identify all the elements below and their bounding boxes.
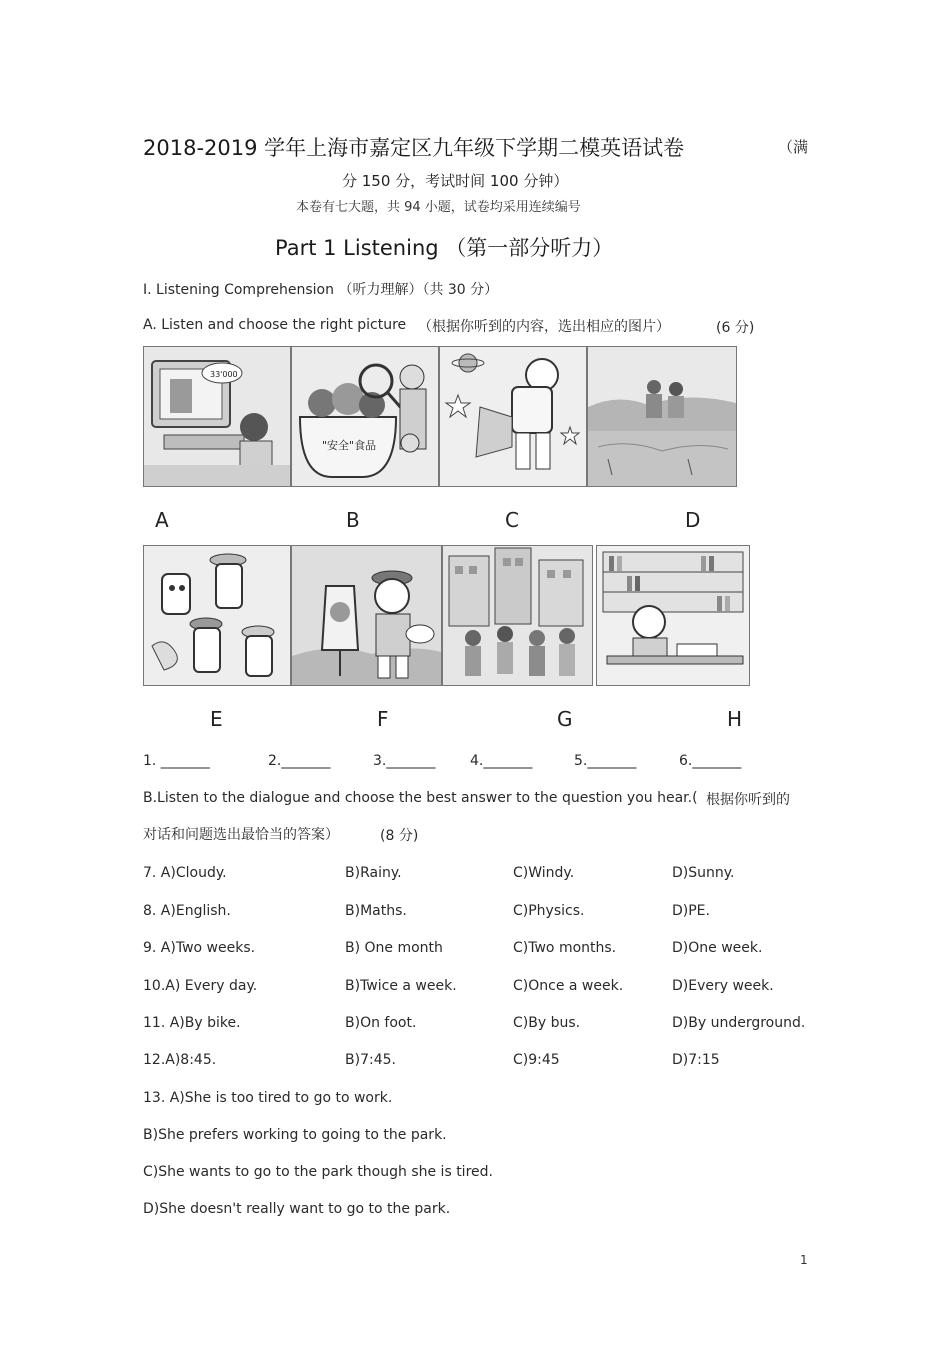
answer-blank-1[interactable]: 1. _______ (143, 753, 210, 769)
section-b-points: (8 分) (380, 828, 419, 844)
option-c[interactable]: C)Physics. (513, 903, 585, 919)
option-a[interactable]: 11. A)By bike. (143, 1015, 241, 1031)
astronaut-scene-icon (440, 347, 586, 486)
section-a-heading: A. Listen and choose the right picture (143, 317, 407, 333)
option-b[interactable]: B)Maths. (345, 903, 407, 919)
library-reading-scene-icon (597, 546, 749, 685)
answer-blank-6[interactable]: 6._______ (679, 753, 742, 769)
section-b-heading-cn-tail: 根据你听到的 (706, 792, 790, 808)
picture-label-b: B (346, 508, 360, 532)
park-lake-scene-icon (588, 347, 736, 486)
option-d[interactable]: D)Sunny. (672, 865, 735, 881)
part-title: Part 1 Listening （第一部分听力） (275, 236, 614, 260)
section-a-points: (6 分) (716, 320, 755, 336)
option-a[interactable]: 9. A)Two weeks. (143, 940, 256, 956)
option-d[interactable]: D)One week. (672, 940, 763, 956)
exam-title-tail: （满 (778, 138, 809, 156)
section-a-heading-cn: （根据你听到的内容，选出相应的图片） (418, 319, 670, 335)
answer-blank-2[interactable]: 2._______ (268, 753, 331, 769)
picture-f (291, 545, 442, 686)
option-c[interactable]: C)By bus. (513, 1015, 581, 1031)
picture-label-a: A (155, 508, 169, 532)
option-a[interactable]: 12.A)8:45. (143, 1052, 217, 1068)
option-b[interactable]: B) One month (345, 940, 443, 956)
option-b[interactable]: B)7:45. (345, 1052, 396, 1068)
option-a[interactable]: 13. A)She is too tired to go to work. (143, 1090, 393, 1106)
picture-label-f: F (377, 707, 389, 731)
svg-text:33'000: 33'000 (210, 370, 238, 379)
picture-e (143, 545, 291, 686)
option-c[interactable]: C)She wants to go to the park though she is tired. (143, 1164, 493, 1180)
option-b[interactable]: B)Twice a week. (345, 978, 457, 994)
answer-blank-3[interactable]: 3._______ (373, 753, 436, 769)
option-d[interactable]: D)Every week. (672, 978, 774, 994)
exam-note: 本卷有七大题，共 94 小题，试卷均采用连续编号 (296, 200, 581, 215)
option-b[interactable]: B)On foot. (345, 1015, 417, 1031)
picture-label-c: C (505, 508, 519, 532)
option-d[interactable]: D)By underground. (672, 1015, 806, 1031)
option-c[interactable]: C)9:45 (513, 1052, 560, 1068)
option-a[interactable]: 7. A)Cloudy. (143, 865, 227, 881)
svg-text:"安全"食品: "安全"食品 (322, 439, 377, 452)
option-c[interactable]: C)Windy. (513, 865, 575, 881)
picture-label-h: H (727, 707, 743, 731)
option-b[interactable]: B)She prefers working to going to the park. (143, 1127, 447, 1143)
picture-label-d: D (685, 508, 701, 532)
computer-scene-icon (144, 347, 290, 486)
picture-label-g: G (557, 707, 573, 731)
section-b-heading-line2: 对话和问题选出最恰当的答案） (143, 827, 339, 843)
picture-b (291, 346, 439, 487)
picture-d (587, 346, 737, 487)
picture-label-e: E (210, 707, 223, 731)
picture-h (596, 545, 750, 686)
option-d[interactable]: D)PE. (672, 903, 710, 919)
exam-title: 2018-2019 学年上海市嘉定区九年级下学期二模英语试卷 (143, 136, 685, 160)
answer-blank-4[interactable]: 4._______ (470, 753, 533, 769)
section-i-heading: I. Listening Comprehension （听力理解）（共 30 分） (143, 282, 499, 298)
page-number: 1 (800, 1253, 808, 1267)
option-c[interactable]: C)Two months. (513, 940, 617, 956)
crowd-city-scene-icon (443, 546, 592, 685)
cartoon-friends-scene-icon (144, 546, 290, 685)
option-a[interactable]: 8. A)English. (143, 903, 231, 919)
section-b-heading: B.Listen to the dialogue and choose the best answer to the question you hear.( (143, 790, 698, 806)
option-a[interactable]: 10.A) Every day. (143, 978, 258, 994)
option-d[interactable]: D)7:15 (672, 1052, 720, 1068)
picture-g (442, 545, 593, 686)
picture-c (439, 346, 587, 487)
boy-painting-scene-icon (292, 546, 441, 685)
option-c[interactable]: C)Once a week. (513, 978, 624, 994)
picture-a (143, 346, 291, 487)
exam-score-time: 分 150 分，考试时间 100 分钟） (342, 172, 569, 190)
option-d[interactable]: D)She doesn't really want to go to the park. (143, 1201, 451, 1217)
food-safety-scene-icon (292, 347, 438, 486)
option-b[interactable]: B)Rainy. (345, 865, 402, 881)
answer-blank-5[interactable]: 5._______ (574, 753, 637, 769)
